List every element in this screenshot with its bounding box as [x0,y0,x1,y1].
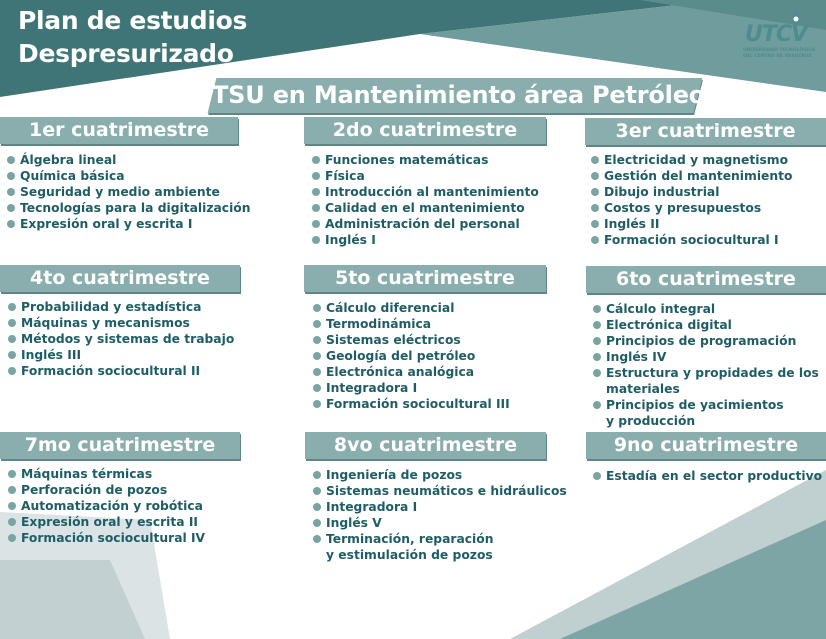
bullet-icon [313,535,321,543]
term-header [0,265,240,292]
subject-item: Máquinas térmicas [8,466,205,482]
bullet-icon [8,351,16,359]
subject-list [8,299,234,379]
bullet-icon [312,188,320,196]
subject-item: Integradora I [313,499,567,515]
bullet-icon [8,470,16,478]
bullet-icon [8,502,16,510]
bullet-icon [591,220,599,228]
utcv-logo [741,12,816,64]
bullet-icon [8,335,16,343]
bullet-icon [313,336,321,344]
bullet-icon [591,204,599,212]
bullet-icon [313,400,321,408]
subject-item: Electricidad y magnetismo [591,152,792,168]
term-title: 2do cuatrimestre [332,119,518,141]
subject-item: Máquinas y mecanismos [8,315,234,331]
bullet-icon [593,472,601,480]
program-title: TSU en Mantenimiento área Petróleo [212,81,706,109]
term-header [585,118,826,145]
subject-list [8,466,205,546]
bullet-icon [313,304,321,312]
term-title: 8vo cuatrimestre [333,434,518,456]
subject-item: Expresión oral y escrita I [7,216,251,232]
term-header [305,432,546,459]
subject-item: Inglés V [313,515,567,531]
subject-item: Cálculo integral [593,301,819,317]
bullet-icon [312,172,320,180]
subject-item: Geología del petróleo [313,348,510,364]
page-title [18,4,247,70]
bullet-icon [313,503,321,511]
bullet-icon [8,486,16,494]
subject-item: Principios de yacimientos y producción [593,397,819,429]
subject-item: Calidad en el mantenimiento [312,200,539,216]
subject-item: Principios de programación [593,333,819,349]
subject-item: Tecnologías para la digitalización [7,200,251,216]
bullet-icon [591,156,599,164]
term-header [0,432,240,459]
subject-item: Electrónica digital [593,317,819,333]
bullet-icon [7,172,15,180]
subject-item: Perforación de pozos [8,482,205,498]
page-title-line-2: Despresurizado [18,39,234,68]
bullet-icon [313,368,321,376]
subject-item: Inglés II [591,216,792,232]
subject-item: Dibujo industrial [591,184,792,200]
term-title: 7mo cuatrimestre [24,434,216,456]
bullet-icon [8,518,16,526]
term-title: 1er cuatrimestre [29,119,209,141]
subject-item: Introducción al mantenimiento [312,184,539,200]
bullet-icon [593,305,601,313]
bullet-icon [7,220,15,228]
subject-item: Inglés I [312,232,539,248]
bullet-icon [593,337,601,345]
bullet-icon [313,519,321,527]
subject-item: Química básica [7,168,251,184]
bullet-icon [591,236,599,244]
bullet-icon [8,534,16,542]
subject-item: Formación sociocultural III [313,396,510,412]
subject-list [313,467,567,563]
term-header [0,117,238,144]
bullet-icon [312,220,320,228]
subject-list [313,300,510,412]
subject-item: Formación sociocultural II [8,363,234,379]
subject-item: Estadía en el sector productivo [593,468,822,484]
bullet-icon [7,188,15,196]
subject-item: Funciones matemáticas [312,152,539,168]
term-header [586,266,826,293]
subject-list [591,152,792,248]
term-header [304,117,546,144]
bullet-icon [8,303,16,311]
page-title-line-1: Plan de estudios [18,6,248,35]
bullet-icon [313,487,321,495]
bullet-icon [313,320,321,328]
term-header [586,432,826,459]
subject-item: Formación sociocultural I [591,232,792,248]
logo-mark: UTCV [745,22,808,47]
subject-item: Costos y presupuestos [591,200,792,216]
bullet-icon [8,367,16,375]
subject-list [593,301,819,429]
bullet-icon [312,204,320,212]
logo-subtitle-line-2: DEL CENTRO DE VERACRUZ [743,53,812,59]
subject-item: Expresión oral y escrita II [8,514,205,530]
logo-subtitle [743,48,815,59]
term-title: 5to cuatrimestre [335,267,515,289]
subject-list [312,152,539,248]
subject-item: Integradora I [313,380,510,396]
logo-subtitle-line-1: UNIVERSIDAD TECNOLÓGICA [743,48,816,53]
bullet-icon [7,156,15,164]
subject-list [593,468,822,484]
bullet-icon [8,319,16,327]
subject-item: Gestión del mantenimiento [591,168,792,184]
subject-item: Física [312,168,539,184]
subject-item: Inglés IV [593,349,819,365]
subject-item: Terminación, reparación y estimulación de pozos [313,531,567,563]
subject-item: Métodos y sistemas de trabajo [8,331,234,347]
bullet-icon [312,236,320,244]
bullet-icon [593,353,601,361]
subject-item: Sistemas eléctricos [313,332,510,348]
bullet-icon [312,156,320,164]
term-title: 3er cuatrimestre [615,120,796,142]
subject-item: Termodinámica [313,316,510,332]
subject-item: Automatización y robótica [8,498,205,514]
subject-item: Estructura y propidades de los materiales [593,365,819,397]
subject-item: Inglés III [8,347,234,363]
bullet-icon [313,471,321,479]
subject-item: Seguridad y medio ambiente [7,184,251,200]
bullet-icon [7,204,15,212]
subject-item: Cálculo diferencial [313,300,510,316]
bullet-icon [313,384,321,392]
term-title: 4to cuatrimestre [30,267,210,289]
bullet-icon [591,188,599,196]
subject-item: Álgebra lineal [7,152,251,168]
bullet-icon [313,352,321,360]
bullet-icon [591,172,599,180]
bullet-icon [593,321,601,329]
bullet-icon [593,369,601,377]
term-title: 6to cuatrimestre [616,268,796,290]
subject-item: Formación sociocultural IV [8,530,205,546]
subject-item: Ingeniería de pozos [313,467,567,483]
subject-list [7,152,251,232]
term-title: 9no cuatrimestre [613,434,799,456]
subject-item: Administración del personal [312,216,539,232]
subject-item: Probabilidad y estadística [8,299,234,315]
subject-item: Electrónica analógica [313,364,510,380]
bullet-icon [593,401,601,409]
program-banner [208,78,706,113]
term-header [304,265,546,292]
subject-item: Sistemas neumáticos e hidráulicos [313,483,567,499]
